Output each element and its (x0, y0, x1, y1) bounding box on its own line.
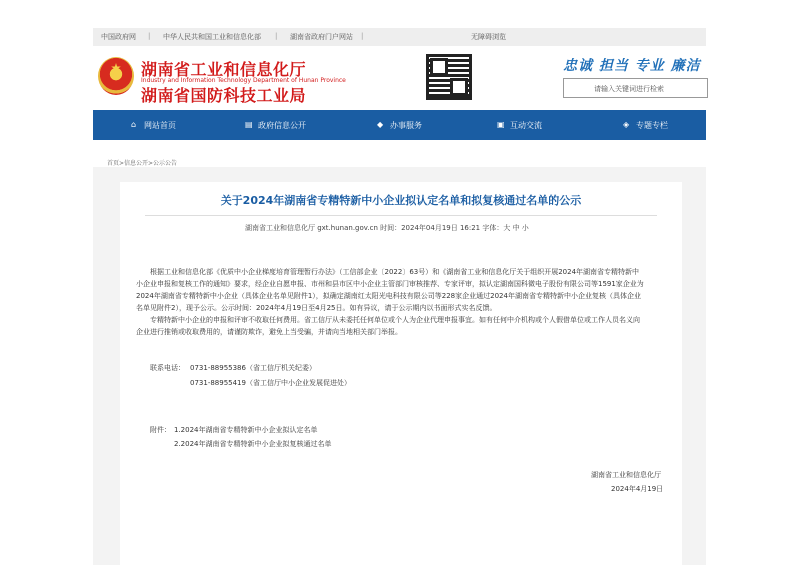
attachment-link-2[interactable]: 2.2024年湖南省专精特新中小企业拟复核通过名单 (174, 440, 332, 448)
contact-phone-1: 0731-88955386（省工信厅机关纪委） (190, 364, 316, 372)
contact-phone-2: 0731-88955419（省工信厅中小企业发展促进处） (190, 379, 351, 387)
slogan: 忠诚 担当 专业 廉洁 (563, 58, 701, 74)
paragraph-line: 根据工业和信息化部《优质中小企业梯度培育管理暂行办法》（工信部企业〔2022〕63号）和《湖南省工业和信息化厅关于组织开展2024年湖南省专精特新中 (150, 268, 640, 276)
paragraph-line: 名单见附件2），现予公示。公示时间：2024年4月19日至4月25日。如有异议，请于公示期内以书面形式实名反馈。 (136, 304, 497, 312)
site-title-primary[interactable]: 湖南省工业和信息化厅 (141, 60, 307, 79)
nav-item-label: 政府信息公开 (258, 120, 306, 130)
link-gov-cn[interactable]: 中国政府网 (101, 33, 136, 41)
nav-item-interaction[interactable] (497, 110, 542, 140)
signer: 湖南省工业和信息化厅 (591, 471, 661, 479)
attachment-label: 附件： (150, 426, 171, 434)
nav-item-home[interactable] (131, 110, 176, 140)
paragraph-line: 小企业申报和复核工作的通知》要求，经企业自愿申报、市州和县市区中小企业主管部门审核推荐、专家评审，拟认定湖南国科微电子股份有限公司等1591家企业为 (136, 280, 644, 288)
separator: | (361, 32, 364, 40)
document-icon: ▤ (245, 120, 253, 129)
link-hunan-gov[interactable]: 湖南省政府门户网站 (290, 33, 353, 41)
nav-item-topics[interactable] (623, 110, 668, 140)
main-nav (93, 110, 706, 140)
separator: | (148, 32, 151, 40)
site-header (93, 46, 706, 110)
nav-item-label: 网站首页 (144, 120, 176, 130)
accessibility-link[interactable]: 无障碍浏览 (471, 33, 506, 41)
paragraph-line: 专精特新中小企业的申报和评审不收取任何费用。省工信厅从未委托任何单位或个人为企业代理申报事宜。如有任何中介机构或个人假借单位或工作人员名义向 (150, 316, 640, 324)
publish-date: 2024年4月19日 (611, 485, 664, 493)
paragraph-line: 2024年湖南省专精特新中小企业（具体企业名单见附件1），拟确定湖南红太阳光电科技有限公司等228家企业通过2024年湖南省专精特新中小企业复核（具体企业 (136, 292, 641, 300)
title-divider (145, 215, 657, 216)
layers-icon: ◈ (623, 120, 630, 129)
separator: | (275, 32, 278, 40)
search-input[interactable]: 请输入关键词进行检索 (563, 78, 708, 98)
nav-item-label: 专题专栏 (636, 120, 668, 130)
paragraph-line: 企业进行推销或收取费用的，请谨防欺诈，避免上当受骗，并请向当地相关部门举报。 (136, 328, 402, 336)
nav-item-services[interactable] (377, 110, 422, 140)
article-title: 关于2024年湖南省专精特新中小企业拟认定名单和拟复核通过名单的公示 (220, 194, 582, 207)
link-miit[interactable]: 中华人民共和国工业和信息化部 (163, 33, 261, 41)
diamond-icon: ◆ (377, 120, 384, 129)
nav-item-label: 办事服务 (390, 120, 422, 130)
home-icon: ⌂ (131, 120, 137, 129)
qr-code-icon (426, 54, 472, 100)
chat-icon: ▣ (497, 120, 505, 129)
nav-item-gov-info[interactable] (245, 110, 306, 140)
article-meta: 湖南省工业和信息化厅 gxt.hunan.gov.cn 时间：2024年04月19日 16:21 字体：大 中 小 (245, 224, 529, 232)
national-emblem-icon (98, 57, 134, 95)
site-title-secondary[interactable]: 湖南省国防科技工业局 (141, 86, 307, 105)
nav-item-label: 互动交流 (510, 120, 542, 130)
site-title-english: Industry and Information Technology Department of Hunan Province (141, 77, 346, 84)
top-link-bar (93, 28, 706, 46)
article-panel (120, 182, 682, 565)
contact-label: 联系电话： (150, 364, 185, 372)
breadcrumb[interactable]: 首页>信息公开>公示公告 (107, 160, 178, 167)
attachment-link-1[interactable]: 1.2024年湖南省专精特新中小企业拟认定名单 (174, 426, 318, 434)
